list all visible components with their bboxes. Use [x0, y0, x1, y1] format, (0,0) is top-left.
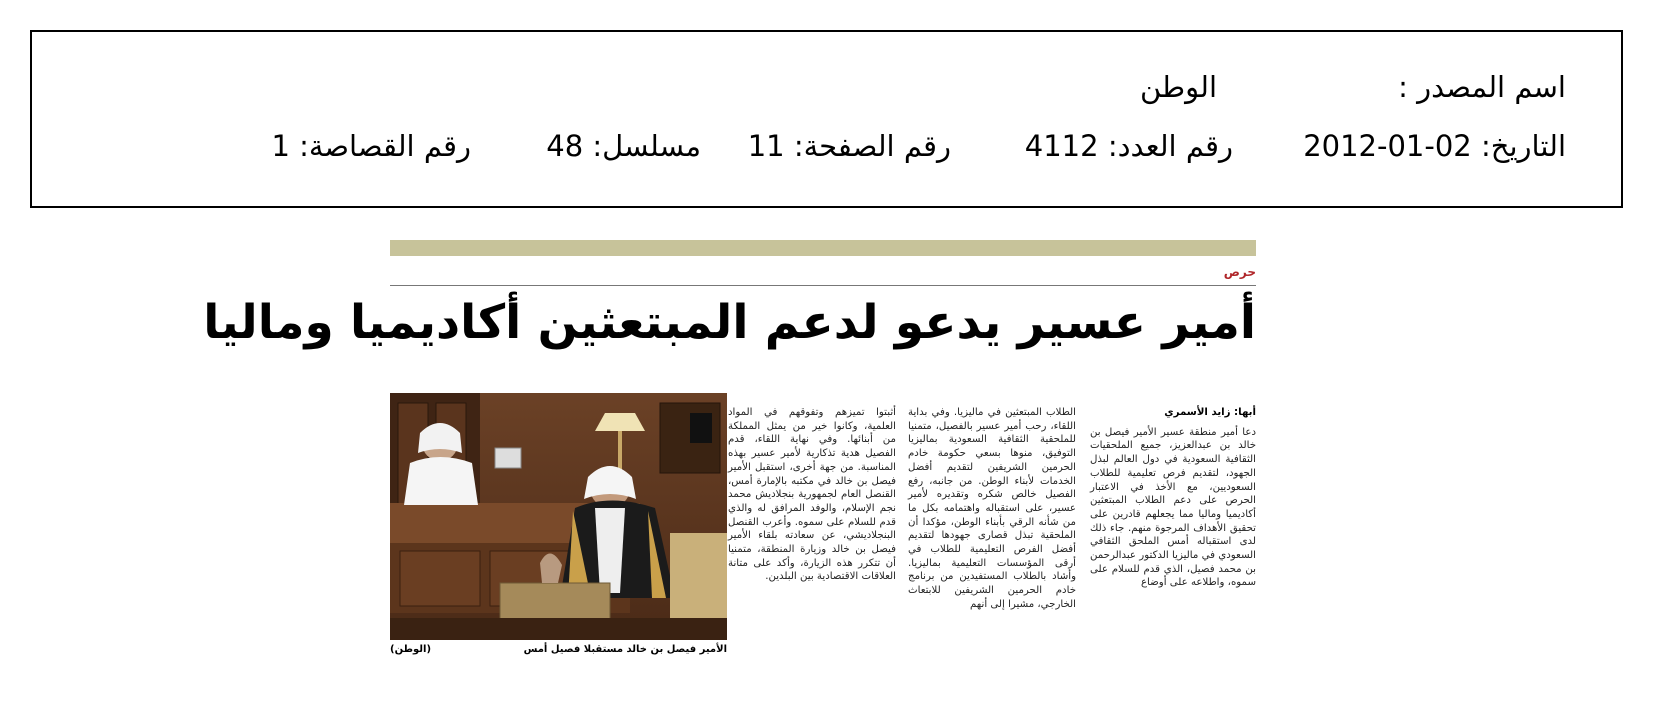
newspaper-clipping	[203, 240, 1256, 660]
date-label: التاريخ:	[1480, 129, 1566, 163]
serial-label: مسلسل:	[592, 129, 701, 163]
clip-label: رقم القصاصة:	[299, 129, 471, 163]
date-value: 2012-01-02	[1303, 129, 1472, 163]
caption-credit: (الوطن)	[390, 644, 432, 655]
page-field	[748, 129, 951, 163]
issue-label: رقم العدد:	[1107, 129, 1233, 163]
office-meeting-photo	[390, 393, 727, 640]
source-value: الوطن	[1139, 70, 1217, 104]
clipping-info-box	[30, 30, 1623, 208]
serial-field	[546, 129, 701, 163]
issue-field	[1025, 129, 1233, 163]
clipping-top-band	[390, 240, 1256, 256]
article-photo	[390, 393, 727, 640]
article-column-2: الطلاب المبتعثين في ماليزيا. وفي بداية اللقاء، رحب أمير عسير بالفصيل، متمنيا للملحقية الثقافية السعودية بماليزيا التوفيق، منوها بسعي حكومة خادم الحرمين الشريفين لتقديم أفضل الخدمات لأبناء الوطن. من جانبه، رفع الفصيل خالص شكره وتقديره لأمير عسير، على استقباله واهتمامه بكل ما من شأنه الرقي بأبناء الوطن، مؤكدا أن الملحقية تبذل قصارى جهودها لتقديم أفضل الفرص التعليمية للطلاب في أرقى المؤسسات التعليمية بماليزيا. وأشاد بالطلاب المستفيدين من برنامج خادم الحرمين الشريفين للابتعاث الخارجي، مشيرا إلى أنهم	[908, 407, 1076, 610]
photo-caption	[390, 644, 727, 655]
date-field	[1303, 129, 1566, 163]
page-label: رقم الصفحة:	[793, 129, 951, 163]
article-column-1	[1090, 406, 1256, 658]
article-byline: أبها: زايد الأسمري	[1164, 407, 1256, 418]
serial-value: 48	[546, 129, 584, 163]
caption-text: الأمير فيصل بن خالد مستقبلا فصيل أمس	[523, 644, 727, 655]
clip-number-field	[271, 129, 471, 163]
section-label: حرص	[1223, 265, 1256, 279]
column-1-text: دعا أمير منطقة عسير الأمير فيصل بن خالد بن عبدالعزيز، جميع الملحقيات الثقافية السعودية في دول العالم لبذل الجهود، لتقديم فرص تعليمية للطلاب السعوديين، مع الأخذ في الاعتبار الحرص على دعم الطلاب المبتعثين أكاديميا وماليا مما يجعلهم قادرين على تحقيق الأهداف المرجوة منهم. جاء ذلك لدى استقباله أمس الملحق الثقافي السعودي في ماليزيا الدكتور عبدالرحمن بن محمد فصيل، الذي قدم للسلام على سموه، واطلاعه على أوضاع	[1090, 426, 1256, 589]
page-value: 11	[747, 129, 785, 163]
article-column-3: أثبتوا تميزهم وتفوقهم في المواد العلمية، وكانوا خير من يمثل المملكة من أبنائها. وفي نهاية اللقاء، قدم الفصيل هدية تذكارية لأمير عسير بهذه المناسبة. من جهة أخرى، استقبل الأمير فيصل بن خالد في مكتبه بالإمارة أمس، القنصل العام لجمهورية بنجلاديش محمد نجم الإسلام، والوفد المرافق له والذي قدم للسلام على سموه. وأعرب القنصل البنجلاديشي، عن سعادته بلقاء الأمير فيصل بن خالد وزيارة المنطقة، متمنيا أن تتكرر هذه الزيارة، وأكد على متانة العلاقات الاقتصادية بين البلدين.	[728, 407, 896, 583]
issue-value: 4112	[1024, 129, 1099, 163]
clip-value: 1	[271, 129, 290, 163]
section-divider	[390, 285, 1256, 286]
article-headline: أمير عسير يدعو لدعم المبتعثين أكاديميا وماليا	[203, 295, 1256, 350]
source-label: اسم المصدر :	[1398, 70, 1566, 104]
